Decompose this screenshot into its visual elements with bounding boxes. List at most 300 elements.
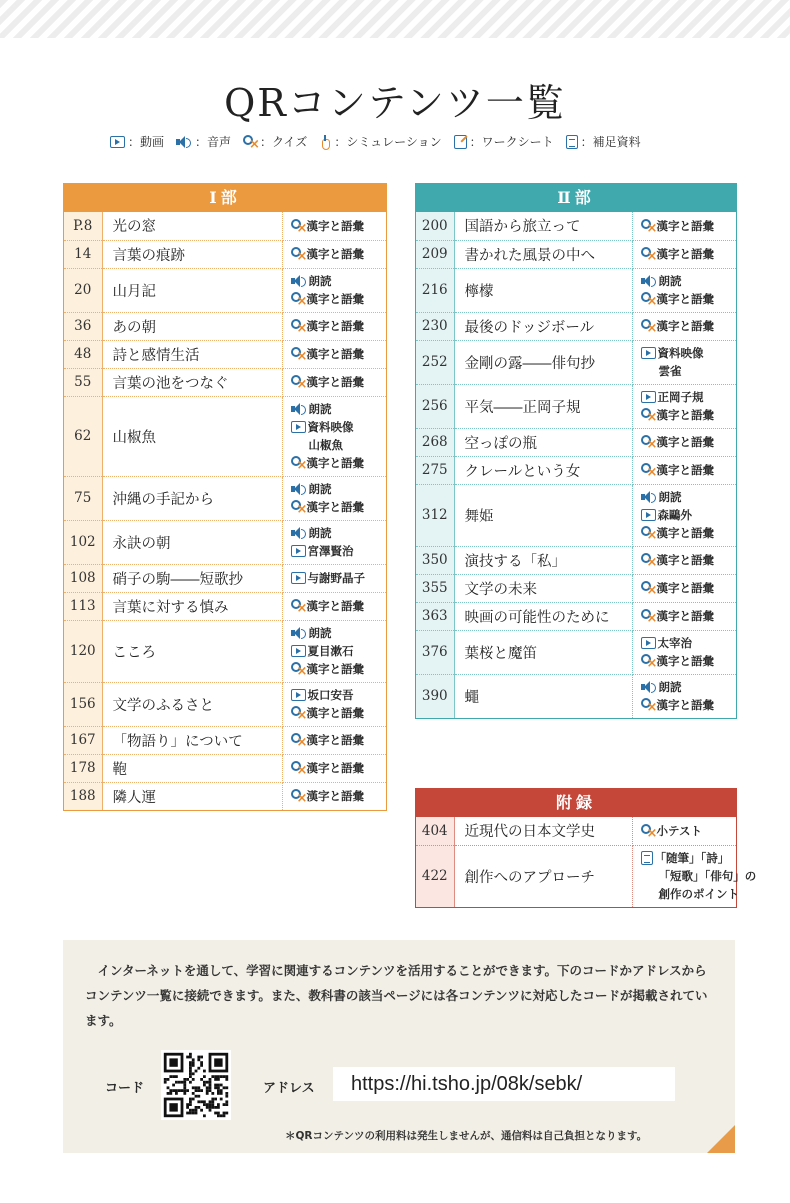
content-label: 山椒魚 <box>308 438 343 452</box>
page-number: 275 <box>416 456 454 484</box>
content-link[interactable] <box>641 678 737 696</box>
quiz-icon <box>641 553 655 567</box>
quiz-icon <box>291 219 305 233</box>
content-link[interactable] <box>291 272 387 290</box>
content-link[interactable] <box>641 506 737 524</box>
quiz-icon <box>641 292 655 306</box>
content-link[interactable] <box>291 373 387 391</box>
work-title: 空っぽの瓶 <box>454 428 632 456</box>
content-list <box>632 574 736 602</box>
content-label: 漢字と語彙 <box>656 526 714 540</box>
page-number: 252 <box>416 340 454 384</box>
page-number: 355 <box>416 574 454 602</box>
table-row[interactable] <box>416 602 736 630</box>
content-list <box>282 754 386 782</box>
table-row[interactable] <box>64 268 386 312</box>
table-row[interactable] <box>64 476 386 520</box>
table-row[interactable] <box>416 428 736 456</box>
content-link[interactable] <box>291 400 387 418</box>
page-number: 120 <box>64 620 102 682</box>
content-label: 創作のポイント <box>658 887 739 902</box>
content-list <box>632 240 736 268</box>
content-link[interactable] <box>291 345 387 363</box>
content-link[interactable] <box>641 433 737 451</box>
table-row[interactable] <box>64 312 386 340</box>
content-link[interactable] <box>641 696 737 714</box>
content-label: 漢字と語彙 <box>306 347 364 361</box>
table-row[interactable] <box>64 564 386 592</box>
legend-label: ：クイズ <box>260 135 308 149</box>
table-row[interactable] <box>64 682 386 726</box>
work-title: 隣人運 <box>102 782 282 810</box>
page-number: P.8 <box>64 212 102 240</box>
video-icon <box>641 347 656 359</box>
table-row[interactable] <box>416 546 736 574</box>
content-list <box>632 674 736 718</box>
quiz-icon <box>291 733 305 747</box>
content-label: 朗読 <box>308 526 332 540</box>
code-label: コード <box>105 1081 145 1096</box>
page-number: 62 <box>64 396 102 476</box>
table-row[interactable] <box>416 212 736 240</box>
work-title: 蠅 <box>454 674 632 718</box>
content-link[interactable] <box>291 524 387 542</box>
content-label: 漢字と語彙 <box>656 463 714 477</box>
content-label: 漢字と語彙 <box>656 654 714 668</box>
work-title: 文学の未来 <box>454 574 632 602</box>
content-label: 漢字と語彙 <box>656 408 714 422</box>
table-row[interactable] <box>64 782 386 810</box>
work-title: 鞄 <box>102 754 282 782</box>
audio-icon <box>291 403 307 415</box>
content-link[interactable] <box>641 317 737 335</box>
quiz-icon <box>291 319 305 333</box>
table-row[interactable] <box>64 212 386 240</box>
content-label: 漢字と語彙 <box>306 218 364 233</box>
work-title: 山椒魚 <box>102 396 282 476</box>
content-link[interactable] <box>291 704 387 722</box>
content-label: 朗読 <box>308 274 332 288</box>
quiz-icon <box>291 599 305 613</box>
page-number: 113 <box>64 592 102 620</box>
work-title: クレールという女 <box>454 456 632 484</box>
legend-item <box>110 133 164 150</box>
work-title: 硝子の駒――短歌抄 <box>102 564 282 592</box>
content-label: 朗読 <box>308 482 332 496</box>
page-number: 230 <box>416 312 454 340</box>
content-label: 漢字と語彙 <box>306 789 364 804</box>
url-field[interactable]: https://hi.tsho.jp/08k/sebk/ <box>333 1067 675 1101</box>
table-row[interactable] <box>416 630 736 674</box>
work-title: 舞姫 <box>454 484 632 546</box>
page-number: 312 <box>416 484 454 546</box>
info-paragraph: インターネットを通して、学習に関連するコンテンツを活用することができます。下のコードかアドレスからコンテンツ一覧に接続できます。また、教科書の該当ページには各コンテンツに対応したコードが掲載されています。 <box>85 963 708 1028</box>
page-title: QRコンテンツ一覧 <box>224 81 566 125</box>
table-row[interactable] <box>416 456 736 484</box>
table-row[interactable] <box>64 240 386 268</box>
content-link[interactable] <box>291 498 387 516</box>
content-link[interactable] <box>641 822 737 840</box>
legend-label: ：補足資料 <box>580 135 641 149</box>
work-title: 檸檬 <box>454 268 632 312</box>
quiz-icon <box>291 761 305 775</box>
content-list <box>632 212 736 240</box>
content-link[interactable] <box>641 634 737 652</box>
legend-label: ：シミュレーション <box>334 135 442 149</box>
content-link[interactable] <box>291 597 387 615</box>
fee-note: ＊QRコンテンツの利用料は発生しませんが、通信料は自己負担となります。 <box>285 1130 648 1142</box>
video-icon <box>291 689 306 701</box>
icon-legend <box>110 133 710 150</box>
part2-table <box>415 183 737 719</box>
content-link[interactable] <box>291 317 387 335</box>
document-icon <box>641 851 653 865</box>
quiz-icon <box>641 581 655 595</box>
audio-icon <box>291 275 307 287</box>
table-row[interactable] <box>64 396 386 476</box>
page-number: 48 <box>64 340 102 368</box>
content-list <box>632 630 736 674</box>
work-title: 言葉の池をつなぐ <box>102 368 282 396</box>
content-link[interactable] <box>291 642 387 660</box>
work-title: 言葉に対する慎み <box>102 592 282 620</box>
content-link[interactable] <box>641 524 737 542</box>
work-title: 金剛の露――俳句抄 <box>454 340 632 384</box>
content-label: 漢字と語彙 <box>656 292 714 306</box>
video-icon <box>291 572 306 584</box>
work-title: 永訣の朝 <box>102 520 282 564</box>
content-label: 朗読 <box>308 626 332 640</box>
part1-heading: Ⅰ部 <box>64 184 386 212</box>
quiz-icon <box>641 824 655 838</box>
content-list <box>632 546 736 574</box>
content-link[interactable] <box>291 759 387 777</box>
content-link[interactable] <box>291 569 387 587</box>
video-icon <box>641 391 656 403</box>
content-list <box>632 384 736 428</box>
content-label: 漢字と語彙 <box>306 247 364 261</box>
page-number: 55 <box>64 368 102 396</box>
table-row[interactable] <box>416 674 736 718</box>
table-row[interactable] <box>416 817 736 845</box>
page-number: 14 <box>64 240 102 268</box>
content-label: 漢字と語彙 <box>656 319 714 333</box>
work-title: あの朝 <box>102 312 282 340</box>
content-link[interactable] <box>641 344 737 362</box>
content-label: 資料映像 <box>657 346 704 360</box>
content-list <box>282 682 386 726</box>
table-row[interactable] <box>64 726 386 754</box>
audio-icon <box>176 136 192 148</box>
page-number: 102 <box>64 520 102 564</box>
page-number: 36 <box>64 312 102 340</box>
work-title: 書かれた風景の中へ <box>454 240 632 268</box>
work-title: 演技する「私」 <box>454 546 632 574</box>
content-link[interactable] <box>641 652 737 670</box>
content-label: 夏目漱石 <box>307 644 354 658</box>
content-link[interactable] <box>641 885 737 903</box>
page-number: 200 <box>416 212 454 240</box>
work-title: 詩と感情生活 <box>102 340 282 368</box>
page-number: 20 <box>64 268 102 312</box>
content-label: 漢字と語彙 <box>656 698 714 713</box>
content-label: 小テスト <box>656 823 703 838</box>
quiz-icon <box>291 456 305 470</box>
appendix-heading: 附録 <box>416 789 736 817</box>
content-link[interactable] <box>291 686 387 704</box>
quiz-icon <box>291 662 305 676</box>
quiz-icon <box>641 526 655 540</box>
quiz-icon <box>641 408 655 422</box>
content-link[interactable] <box>641 217 737 235</box>
content-label: 与謝野晶子 <box>307 571 365 585</box>
audio-icon <box>291 527 307 539</box>
content-list <box>282 340 386 368</box>
content-label: 朗読 <box>658 680 682 695</box>
legend-item <box>319 133 441 150</box>
content-link[interactable] <box>291 217 387 235</box>
content-link[interactable] <box>291 480 387 498</box>
content-label: 朗読 <box>308 402 332 416</box>
page-number: 75 <box>64 476 102 520</box>
part1-table <box>63 183 387 811</box>
document-icon <box>566 135 578 149</box>
page-number: 404 <box>416 817 454 845</box>
content-list <box>282 476 386 520</box>
table-row[interactable] <box>416 484 736 546</box>
quiz-icon <box>291 375 305 389</box>
content-list <box>282 620 386 682</box>
content-label: 漢字と語彙 <box>306 292 364 306</box>
legend-item <box>454 133 554 150</box>
page-number: 390 <box>416 674 454 718</box>
page-number: 156 <box>64 682 102 726</box>
content-link[interactable] <box>291 454 387 472</box>
work-title: 映画の可能性のために <box>454 602 632 630</box>
content-list <box>632 428 736 456</box>
video-icon <box>291 645 306 657</box>
work-title: 近現代の日本文学史 <box>454 817 632 845</box>
content-label: 漢字と語彙 <box>656 581 714 595</box>
decorative-stripe-header <box>0 0 790 38</box>
content-label: 漢字と語彙 <box>306 599 364 613</box>
worksheet-icon <box>454 135 467 149</box>
content-label: 資料映像 <box>307 420 354 434</box>
content-list <box>282 368 386 396</box>
content-list <box>282 268 386 312</box>
content-link[interactable] <box>641 551 737 569</box>
table-row[interactable] <box>416 574 736 602</box>
legend-item <box>243 133 307 150</box>
legend-item <box>566 133 641 150</box>
work-title: 葉桜と魔笛 <box>454 630 632 674</box>
work-title: 言葉の痕跡 <box>102 240 282 268</box>
page-corner-decoration <box>707 1125 735 1153</box>
address-label: アドレス <box>263 1081 315 1096</box>
content-list <box>632 268 736 312</box>
page-number: 256 <box>416 384 454 428</box>
content-link[interactable] <box>641 362 737 380</box>
work-title: 文学のふるさと <box>102 682 282 726</box>
table-row[interactable] <box>64 754 386 782</box>
table-row[interactable] <box>64 340 386 368</box>
content-list <box>282 564 386 592</box>
work-title: 最後のドッジボール <box>454 312 632 340</box>
content-label: 漢字と語彙 <box>306 706 364 720</box>
video-icon <box>641 509 656 521</box>
content-list <box>632 817 736 845</box>
page-number: 178 <box>64 754 102 782</box>
content-link[interactable] <box>641 461 737 479</box>
content-label: 正岡子規 <box>657 390 704 404</box>
content-link[interactable] <box>291 436 387 454</box>
content-link[interactable] <box>291 418 387 436</box>
content-link[interactable] <box>641 488 737 506</box>
content-link[interactable] <box>291 290 387 308</box>
content-link[interactable] <box>641 388 737 406</box>
page-number: 216 <box>416 268 454 312</box>
video-icon <box>641 637 656 649</box>
content-list <box>282 782 386 810</box>
legend-label: ：動画 <box>128 135 165 149</box>
work-title: 「物語り」について <box>102 726 282 754</box>
video-icon <box>110 136 125 148</box>
quiz-icon <box>291 292 305 306</box>
table-row[interactable] <box>416 384 736 428</box>
quiz-icon <box>641 319 655 333</box>
quiz-icon <box>291 789 305 803</box>
content-list <box>632 312 736 340</box>
content-label: 漢字と語彙 <box>306 733 364 747</box>
quiz-icon <box>641 654 655 668</box>
table-row[interactable] <box>64 520 386 564</box>
content-label: 漢字と語彙 <box>306 500 364 514</box>
content-link[interactable] <box>641 245 737 263</box>
work-title: 国語から旅立って <box>454 212 632 240</box>
content-list <box>282 312 386 340</box>
work-title: こころ <box>102 620 282 682</box>
audio-icon <box>291 483 307 495</box>
quiz-icon <box>641 698 655 712</box>
content-label: 漢字と語彙 <box>306 375 364 389</box>
quiz-icon <box>291 500 305 514</box>
audio-icon <box>641 275 657 287</box>
quiz-icon <box>641 435 655 449</box>
content-link[interactable] <box>291 660 387 678</box>
table-row[interactable] <box>416 268 736 312</box>
legend-item <box>176 133 231 150</box>
table-row[interactable] <box>416 340 736 384</box>
content-label: 森鷗外 <box>657 508 692 522</box>
video-icon <box>291 545 306 557</box>
content-link[interactable] <box>291 731 387 749</box>
table-row[interactable] <box>416 845 736 907</box>
table-row[interactable] <box>416 240 736 268</box>
info-box <box>63 940 735 1153</box>
page-number: 363 <box>416 602 454 630</box>
qr-code-icon[interactable] <box>161 1050 231 1120</box>
content-link[interactable] <box>641 406 737 424</box>
content-label: 漢字と語彙 <box>306 456 364 470</box>
part2-heading: Ⅱ部 <box>416 184 736 212</box>
content-list <box>282 240 386 268</box>
content-label: 漢字と語彙 <box>656 609 714 623</box>
table-row[interactable] <box>64 368 386 396</box>
content-label: 漢字と語彙 <box>656 247 714 261</box>
content-list <box>282 726 386 754</box>
table-row[interactable] <box>64 592 386 620</box>
content-list <box>632 484 736 546</box>
content-label: 朗読 <box>658 490 682 504</box>
content-list <box>632 845 757 907</box>
quiz-icon <box>641 463 655 477</box>
content-link[interactable] <box>291 542 387 560</box>
content-list <box>282 592 386 620</box>
audio-icon <box>291 627 307 639</box>
appendix-table <box>415 788 757 908</box>
content-link[interactable] <box>641 272 737 290</box>
content-link[interactable] <box>641 607 737 625</box>
content-label: 「短歌」「俳句」の <box>658 869 757 884</box>
content-label: 宮澤賢治 <box>307 544 354 558</box>
content-list <box>632 340 736 384</box>
audio-icon <box>641 681 657 693</box>
content-label: 「随筆」「詩」 <box>654 851 730 866</box>
content-list <box>632 456 736 484</box>
content-list <box>632 602 736 630</box>
page-number: 350 <box>416 546 454 574</box>
content-label: 雲雀 <box>658 364 682 378</box>
work-title: 平気――正岡子規 <box>454 384 632 428</box>
video-icon <box>291 421 306 433</box>
content-label: 漢字と語彙 <box>656 435 714 449</box>
content-link[interactable] <box>641 290 737 308</box>
work-title: 沖縄の手記から <box>102 476 282 520</box>
content-list <box>282 520 386 564</box>
table-row[interactable] <box>64 620 386 682</box>
page-number: 376 <box>416 630 454 674</box>
work-title: 山月記 <box>102 268 282 312</box>
content-label: 漢字と語彙 <box>656 553 714 567</box>
content-label: 漢字と語彙 <box>306 662 364 676</box>
content-link[interactable] <box>291 787 387 805</box>
page-number: 422 <box>416 845 454 907</box>
content-link[interactable] <box>641 849 737 867</box>
quiz-icon <box>243 135 257 149</box>
page-number: 188 <box>64 782 102 810</box>
legend-label: ：音声 <box>195 135 232 149</box>
quiz-icon <box>291 706 305 720</box>
table-row[interactable] <box>416 312 736 340</box>
quiz-icon <box>641 609 655 623</box>
content-label: 坂口安吾 <box>307 688 354 702</box>
simulation-icon <box>319 135 331 149</box>
content-label: 漢字と語彙 <box>306 319 364 333</box>
audio-icon <box>641 491 657 503</box>
quiz-icon <box>291 347 305 361</box>
content-link[interactable] <box>641 579 737 597</box>
legend-label: ：ワークシート <box>469 135 554 149</box>
content-list <box>282 212 386 240</box>
page-number: 108 <box>64 564 102 592</box>
content-link[interactable] <box>641 867 757 885</box>
quiz-icon <box>641 247 655 261</box>
content-link[interactable] <box>291 624 387 642</box>
content-link[interactable] <box>291 245 387 263</box>
content-label: 漢字と語彙 <box>306 761 364 775</box>
work-title: 光の窓 <box>102 212 282 240</box>
quiz-icon <box>291 247 305 261</box>
